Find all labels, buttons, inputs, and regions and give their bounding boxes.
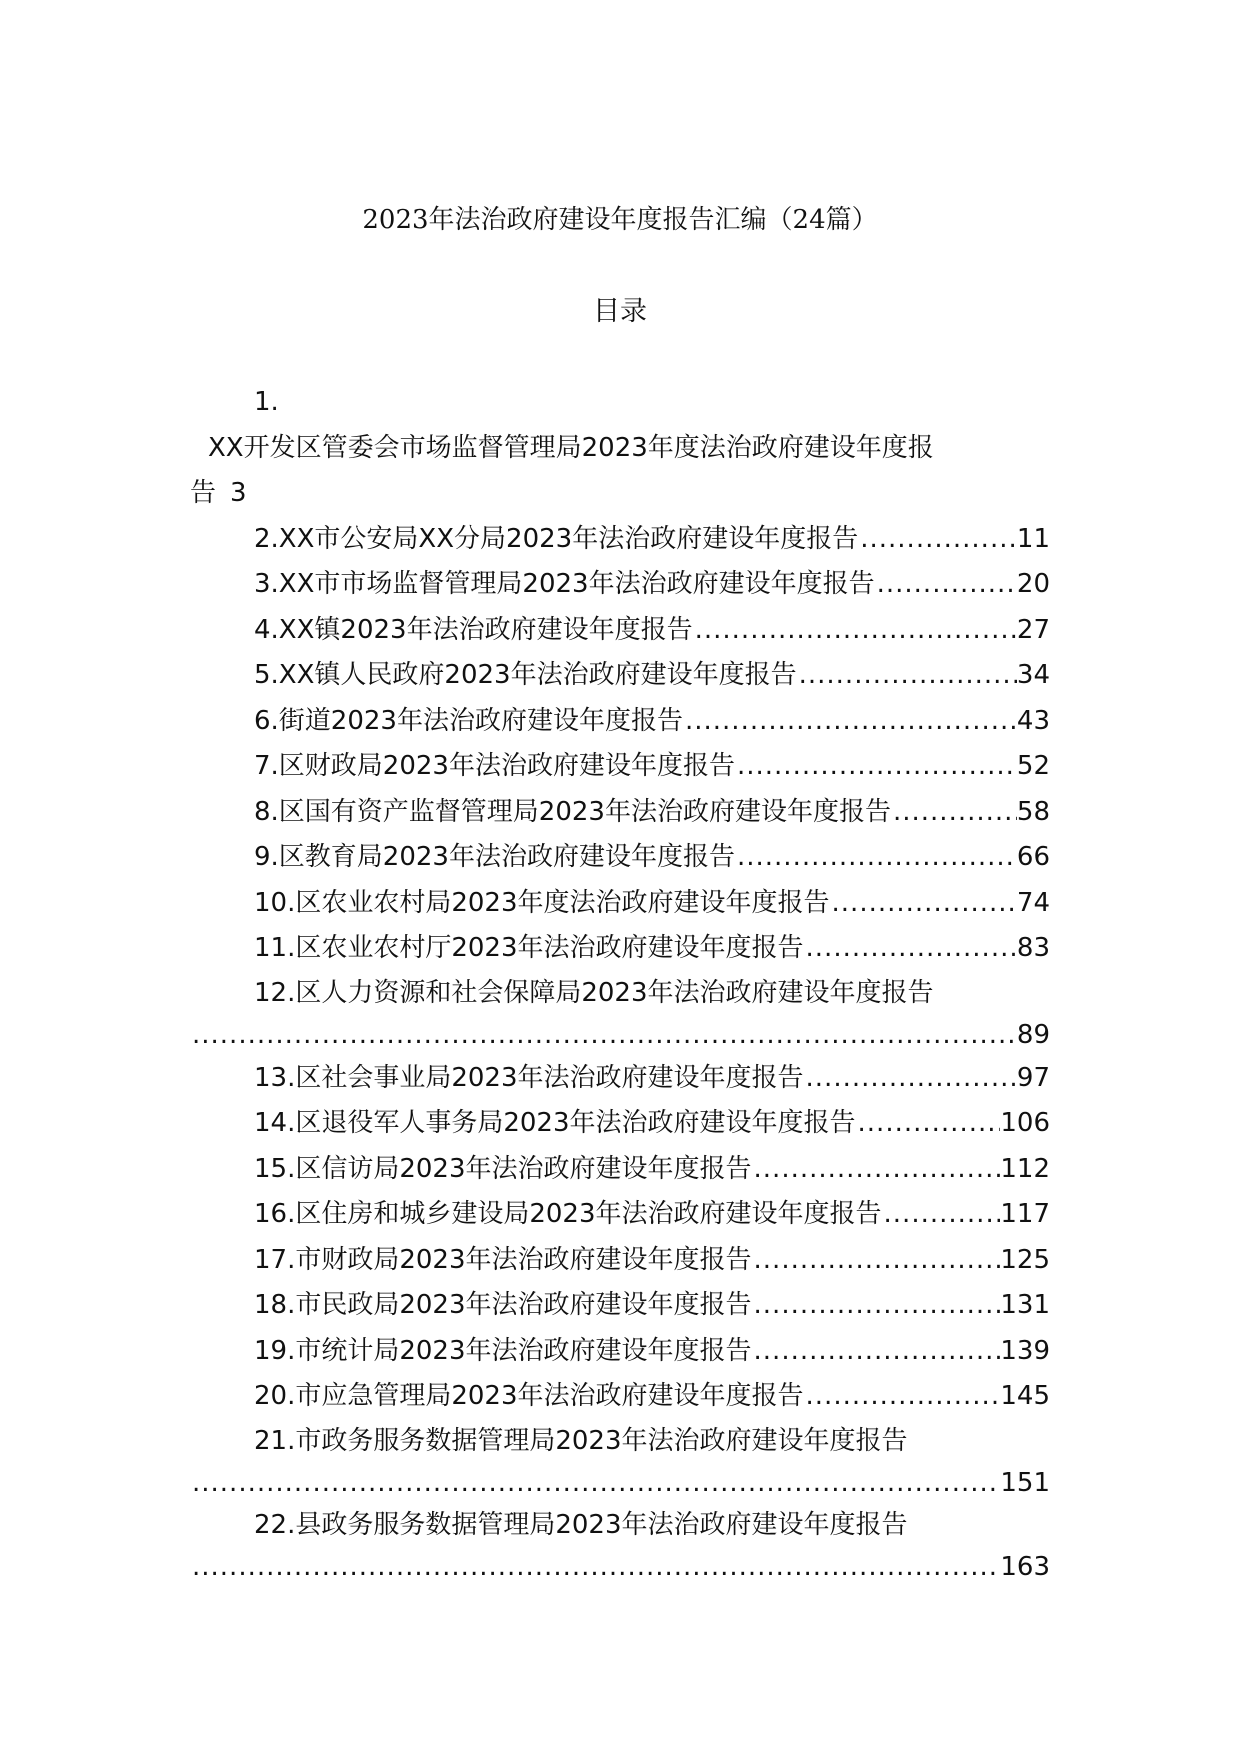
toc-leader-dots [735, 835, 1017, 881]
toc-heading: 目录 [593, 296, 647, 327]
toc-entry[interactable] [190, 562, 1050, 608]
toc-entry[interactable] [190, 1329, 1050, 1375]
toc-page-number: 74 [1016, 887, 1050, 918]
toc-page-number: 66 [1016, 842, 1050, 872]
toc-entry-text: 19.市统计局2023年法治政府建设年度报告 [254, 1335, 752, 1366]
toc-page-number: 3 [230, 478, 247, 508]
toc-leader-dots [752, 1329, 1001, 1375]
toc-entry[interactable] [190, 653, 1050, 699]
toc-page-number: 58 [1016, 796, 1050, 827]
toc-entry-text: XX开发区管委会市场监督管理局2023年度法治政府建设年度报 [208, 432, 934, 463]
toc-entry-text: 4.XX镇2023年法治政府建设年度报告 [254, 614, 693, 645]
toc-entry-text: 16.区住房和城乡建设局2023年法治政府建设年度报告 [254, 1199, 882, 1229]
toc-leader-dots [735, 744, 1017, 790]
toc-entry-text: 18.市民政局2023年法治政府建设年度报告 [254, 1290, 752, 1320]
toc-leader-dots [752, 1238, 1001, 1284]
toc-entry-text: 22.县政务服务数据管理局2023年法治政府建设年度报告 [254, 1509, 908, 1540]
toc-entry-text: 20.市应急管理局2023年法治政府建设年度报告 [254, 1381, 804, 1411]
toc-entry[interactable] [190, 926, 1050, 972]
toc-page-number: 27 [1016, 614, 1050, 645]
toc-page-number: 117 [1000, 1199, 1050, 1229]
toc-page-number: 89 [1016, 1019, 1050, 1050]
toc-entry-text: 5.XX镇人民政府2023年法治政府建设年度报告 [254, 660, 797, 690]
toc-entry-text: 3.XX市市场监督管理局2023年法治政府建设年度报告 [254, 569, 875, 599]
toc-entry-text: 21.市政务服务数据管理局2023年法治政府建设年度报告 [254, 1425, 908, 1456]
toc-entry[interactable] [190, 744, 1050, 790]
toc-entry-text: 13.区社会事业局2023年法治政府建设年度报告 [254, 1062, 804, 1093]
toc-entry[interactable] [190, 881, 1050, 927]
toc-leader-dots [190, 1014, 1017, 1056]
toc-page-number: 11 [1016, 523, 1050, 554]
toc-entry[interactable] [190, 1238, 1050, 1284]
toc-entry-text: 6.街道2023年法治政府建设年度报告 [254, 705, 683, 736]
toc-entry-text-cont: 告 [190, 478, 217, 508]
toc-leader-dots [875, 562, 1017, 608]
toc-entry[interactable] [190, 1504, 1050, 1588]
toc-leader-dots [856, 1101, 1001, 1147]
toc-leader-dots [882, 1192, 1001, 1238]
toc-leader-dots [190, 1462, 1000, 1504]
toc-entry[interactable] [190, 699, 1050, 745]
toc-entry[interactable] [190, 517, 1050, 563]
toc-entry-text: 9.区教育局2023年法治政府建设年度报告 [254, 842, 735, 872]
toc-entry[interactable] [190, 972, 1050, 1056]
toc-entry[interactable] [190, 1147, 1050, 1193]
toc-leader-dots [804, 1056, 1017, 1102]
toc-page-number: 112 [1000, 1153, 1050, 1184]
toc-entry-text: 17.市财政局2023年法治政府建设年度报告 [254, 1244, 752, 1275]
toc-leader-dots [891, 790, 1017, 836]
toc-leader-dots [683, 699, 1017, 745]
toc-page-number: 52 [1016, 751, 1050, 781]
toc-leader-dots [190, 1546, 1000, 1588]
toc-entry[interactable] [190, 608, 1050, 654]
toc-page-number: 145 [1000, 1381, 1050, 1411]
toc-entry[interactable] [190, 1420, 1050, 1504]
toc-entry[interactable] [190, 1056, 1050, 1102]
document-title: 2023年法治政府建设年度报告汇编（24篇） [362, 205, 878, 235]
toc-leader-dots [752, 1283, 1001, 1329]
toc-entry-text: 11.区农业农村厅2023年法治政府建设年度报告 [254, 933, 804, 963]
toc-page-number: 34 [1016, 660, 1050, 690]
toc-page-number: 43 [1016, 705, 1050, 736]
toc-leader-dots [797, 653, 1017, 699]
toc-page-number: 97 [1016, 1062, 1050, 1093]
toc-entry-1[interactable] [190, 380, 1050, 517]
toc-leader-dots [752, 1147, 1001, 1193]
toc-entry-text: 12.区人力资源和社会保障局2023年法治政府建设年度报告 [254, 977, 934, 1008]
toc-entry[interactable] [190, 1374, 1050, 1420]
toc-entry[interactable] [190, 1192, 1050, 1238]
table-of-contents [190, 380, 1050, 1588]
toc-entry-text: 2.XX市公安局XX分局2023年法治政府建设年度报告 [254, 523, 859, 554]
toc-entry-number: 1. [254, 387, 279, 417]
toc-page-number: 151 [1000, 1467, 1050, 1498]
toc-leader-dots [693, 608, 1017, 654]
toc-leader-dots [858, 517, 1017, 563]
toc-entry-text: 10.区农业农村局2023年度法治政府建设年度报告 [254, 887, 830, 918]
toc-leader-dots [804, 1374, 1001, 1420]
toc-entry[interactable] [190, 835, 1050, 881]
toc-page-number: 20 [1016, 569, 1050, 599]
toc-entry-text: 14.区退役军人事务局2023年法治政府建设年度报告 [254, 1108, 856, 1138]
toc-entry-text: 7.区财政局2023年法治政府建设年度报告 [254, 751, 735, 781]
toc-page-number: 83 [1016, 933, 1050, 963]
toc-entry-text: 15.区信访局2023年法治政府建设年度报告 [254, 1153, 752, 1184]
toc-page-number: 106 [1000, 1108, 1050, 1138]
toc-page-number: 125 [1000, 1244, 1050, 1275]
toc-page-number: 139 [1000, 1335, 1050, 1366]
toc-entry[interactable] [190, 790, 1050, 836]
toc-leader-dots [804, 926, 1017, 972]
toc-entry[interactable] [190, 1101, 1050, 1147]
toc-page-number: 131 [1000, 1290, 1050, 1320]
toc-entry-text: 8.区国有资产监督管理局2023年法治政府建设年度报告 [254, 796, 891, 827]
toc-leader-dots [830, 881, 1017, 927]
toc-entry[interactable] [190, 1283, 1050, 1329]
toc-page-number: 163 [1000, 1551, 1050, 1582]
